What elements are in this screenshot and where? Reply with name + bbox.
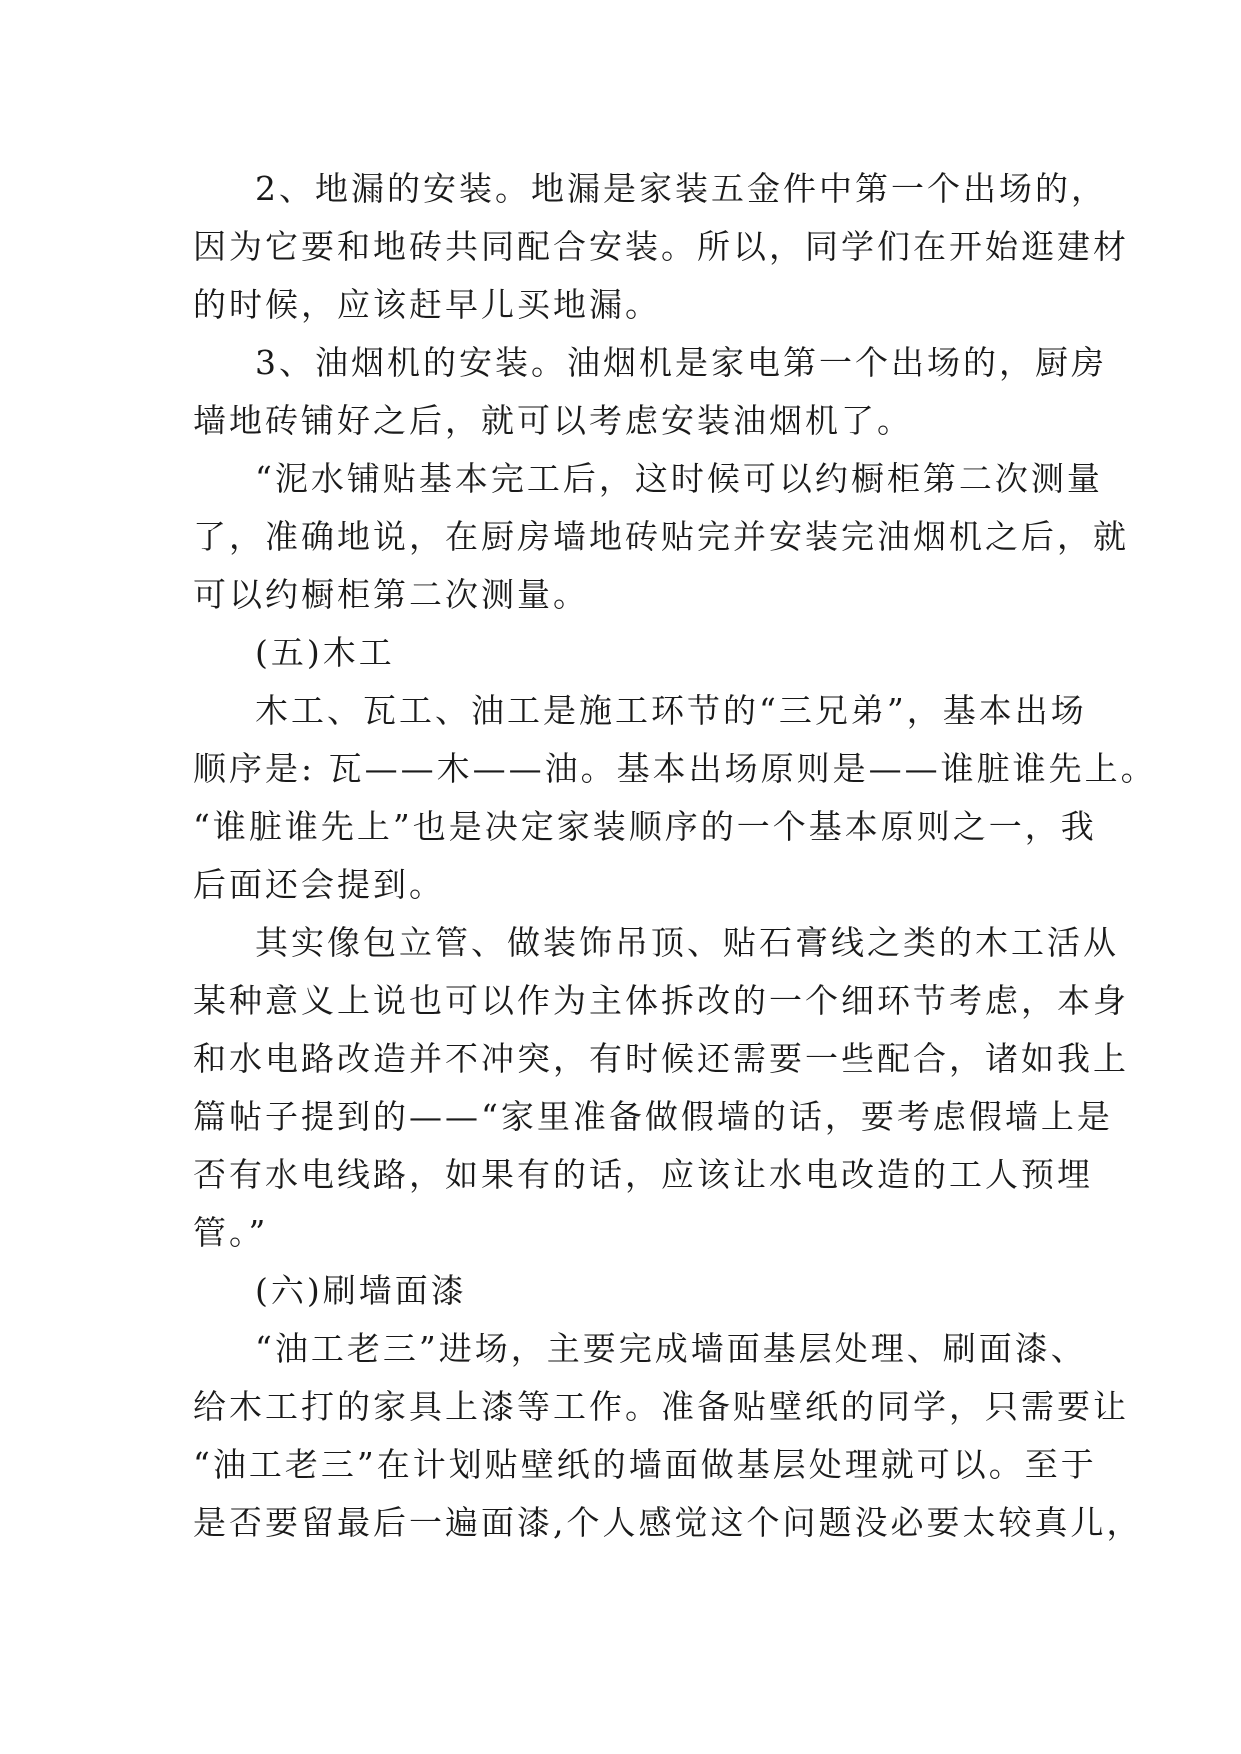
text-line: 和水电路改造并不冲突，有时候还需要一些配合，诸如我上 — [193, 1039, 1129, 1078]
text-line: 后面还会提到。 — [193, 865, 445, 904]
text-line: 其实像包立管、做装饰吊顶、贴石膏线之类的木工活从 — [255, 923, 1119, 962]
text-line: 2、地漏的安装。地漏是家装五金件中第一个出场的， — [255, 169, 1107, 208]
text-line: 木工、瓦工、油工是施工环节的“三兄弟”，基本出场 — [255, 691, 1087, 730]
text-line: “油工老三”在计划贴壁纸的墙面做基层处理就可以。至于 — [193, 1445, 1097, 1484]
text-line: “泥水铺贴基本完工后，这时候可以约橱柜第二次测量 — [255, 459, 1103, 498]
text-line: 的时候，应该赶早儿买地漏。 — [193, 285, 661, 324]
text-line: 顺序是: 瓦——木——油。基本出场原则是——谁脏谁先上。 — [193, 749, 1157, 788]
text-line: “油工老三”进场，主要完成墙面基层处理、刷面漆、 — [255, 1329, 1087, 1368]
body-text — [193, 160, 1157, 1552]
text-line: 3、油烟机的安装。油烟机是家电第一个出场的，厨房 — [255, 343, 1107, 382]
text-line: 否有水电线路，如果有的话，应该让水电改造的工人预埋 — [193, 1155, 1093, 1194]
text-line: “谁脏谁先上”也是决定家装顺序的一个基本原则之一，我 — [193, 807, 1097, 846]
text-line: 因为它要和地砖共同配合安装。所以，同学们在开始逛建材 — [193, 227, 1129, 266]
section-heading: (五)木工 — [255, 633, 395, 672]
text-line: 篇帖子提到的——“家里准备做假墙的话，要考虑假墙上是 — [193, 1097, 1113, 1136]
text-line: 某种意义上说也可以作为主体拆改的一个细环节考虑，本身 — [193, 981, 1129, 1020]
text-line: 是否要留最后一遍面漆,个人感觉这个问题没必要太较真儿， — [193, 1503, 1143, 1542]
text-line: 了，准确地说，在厨房墙地砖贴完并安装完油烟机之后，就 — [193, 517, 1129, 556]
section-heading: (六)刷墙面漆 — [255, 1271, 467, 1310]
text-line: 给木工打的家具上漆等工作。准备贴壁纸的同学，只需要让 — [193, 1387, 1129, 1426]
text-line: 管。” — [193, 1213, 269, 1252]
text-line: 可以约橱柜第二次测量。 — [193, 575, 589, 614]
text-line: 墙地砖铺好之后，就可以考虑安装油烟机了。 — [193, 401, 913, 440]
